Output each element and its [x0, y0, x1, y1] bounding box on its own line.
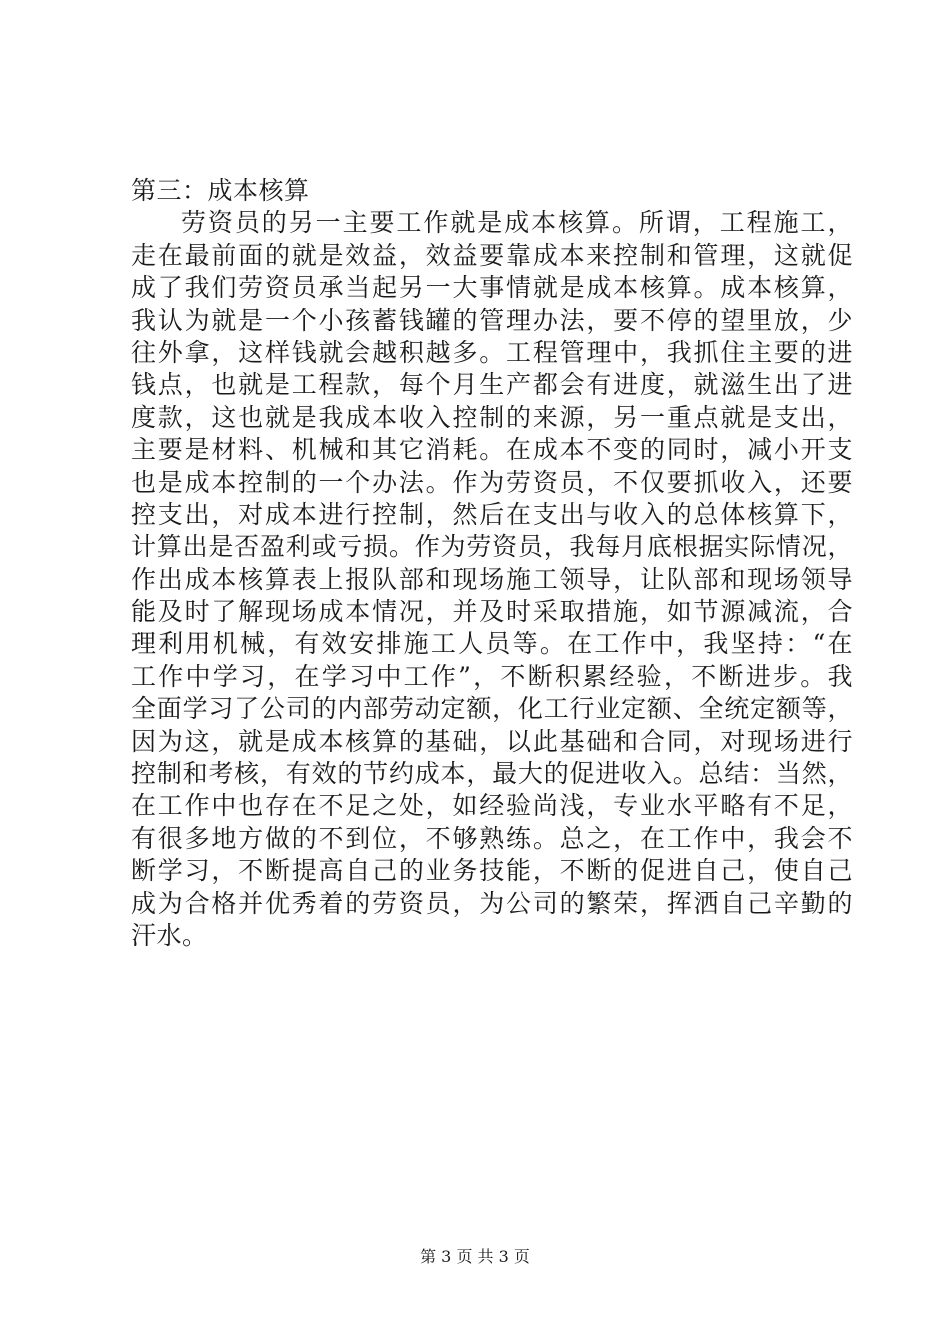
- paragraph-line: 控支出，对成本进行控制，然后在支出与收入的总体核算下，: [131, 499, 853, 529]
- paragraph-line: 我认为就是一个小孩蓄钱罐的管理办法，要不停的望里放，少: [131, 305, 853, 335]
- paragraph-line: 也是成本控制的一个办法。作为劳资员，不仅要抓收入，还要: [131, 467, 853, 497]
- document-body: [131, 175, 853, 952]
- paragraph-line: 作出成本核算表上报队部和现场施工领导，让队部和现场领导: [131, 564, 853, 594]
- paragraph-line: 成为合格并优秀着的劳资员，为公司的繁荣，挥洒自己辛勤的: [131, 888, 853, 918]
- paragraph-line: 汗水。: [131, 920, 208, 950]
- section-heading: 第三：成本核算: [131, 176, 310, 205]
- paragraph-line: 走在最前面的就是效益，效益要靠成本来控制和管理，这就促: [131, 240, 853, 270]
- paragraph-line: 控制和考核，有效的节约成本，最大的促进收入。总结：当然，: [131, 759, 853, 789]
- paragraph: [131, 207, 853, 952]
- paragraph-line: 劳资员的另一主要工作就是成本核算。所谓，工程施工，: [181, 208, 853, 238]
- paragraph-line: 在工作中也存在不足之处，如经验尚浅，专业水平略有不足，: [131, 791, 853, 821]
- paragraph-line: 成了我们劳资员承当起另一大事情就是成本核算。成本核算，: [131, 273, 853, 303]
- paragraph-line: 计算出是否盈利或亏损。作为劳资员，我每月底根据实际情况，: [131, 532, 853, 562]
- paragraph-line: 断学习，不断提高自己的业务技能，不断的促进自己，使自己: [131, 856, 853, 886]
- paragraph-line: 因为这，就是成本核算的基础，以此基础和合同，对现场进行: [131, 726, 853, 756]
- paragraph-line: 全面学习了公司的内部劳动定额，化工行业定额、全统定额等，: [131, 694, 853, 724]
- paragraph-line: 度款，这也就是我成本收入控制的来源，另一重点就是支出，: [131, 402, 853, 432]
- paragraph-line: 有很多地方做的不到位，不够熟练。总之，在工作中，我会不: [131, 823, 853, 853]
- paragraph-line: 主要是材料、机械和其它消耗。在成本不变的同时，减小开支: [131, 435, 853, 465]
- paragraph-line: 钱点，也就是工程款，每个月生产都会有进度，就滋生出了进: [131, 370, 853, 400]
- paragraph-line: 往外拿，这样钱就会越积越多。工程管理中，我抓住主要的进: [131, 337, 853, 367]
- paragraph-line: 能及时了解现场成本情况，并及时采取措施，如节源减流，合: [131, 597, 853, 627]
- paragraph-line: 工作中学习，在学习中工作”，不断积累经验，不断进步。我: [131, 661, 853, 691]
- paragraph-line: 理利用机械，有效安排施工人员等。在工作中，我坚持：“在: [131, 629, 853, 659]
- page-footer: 第 3 页 共 3 页: [420, 1247, 530, 1266]
